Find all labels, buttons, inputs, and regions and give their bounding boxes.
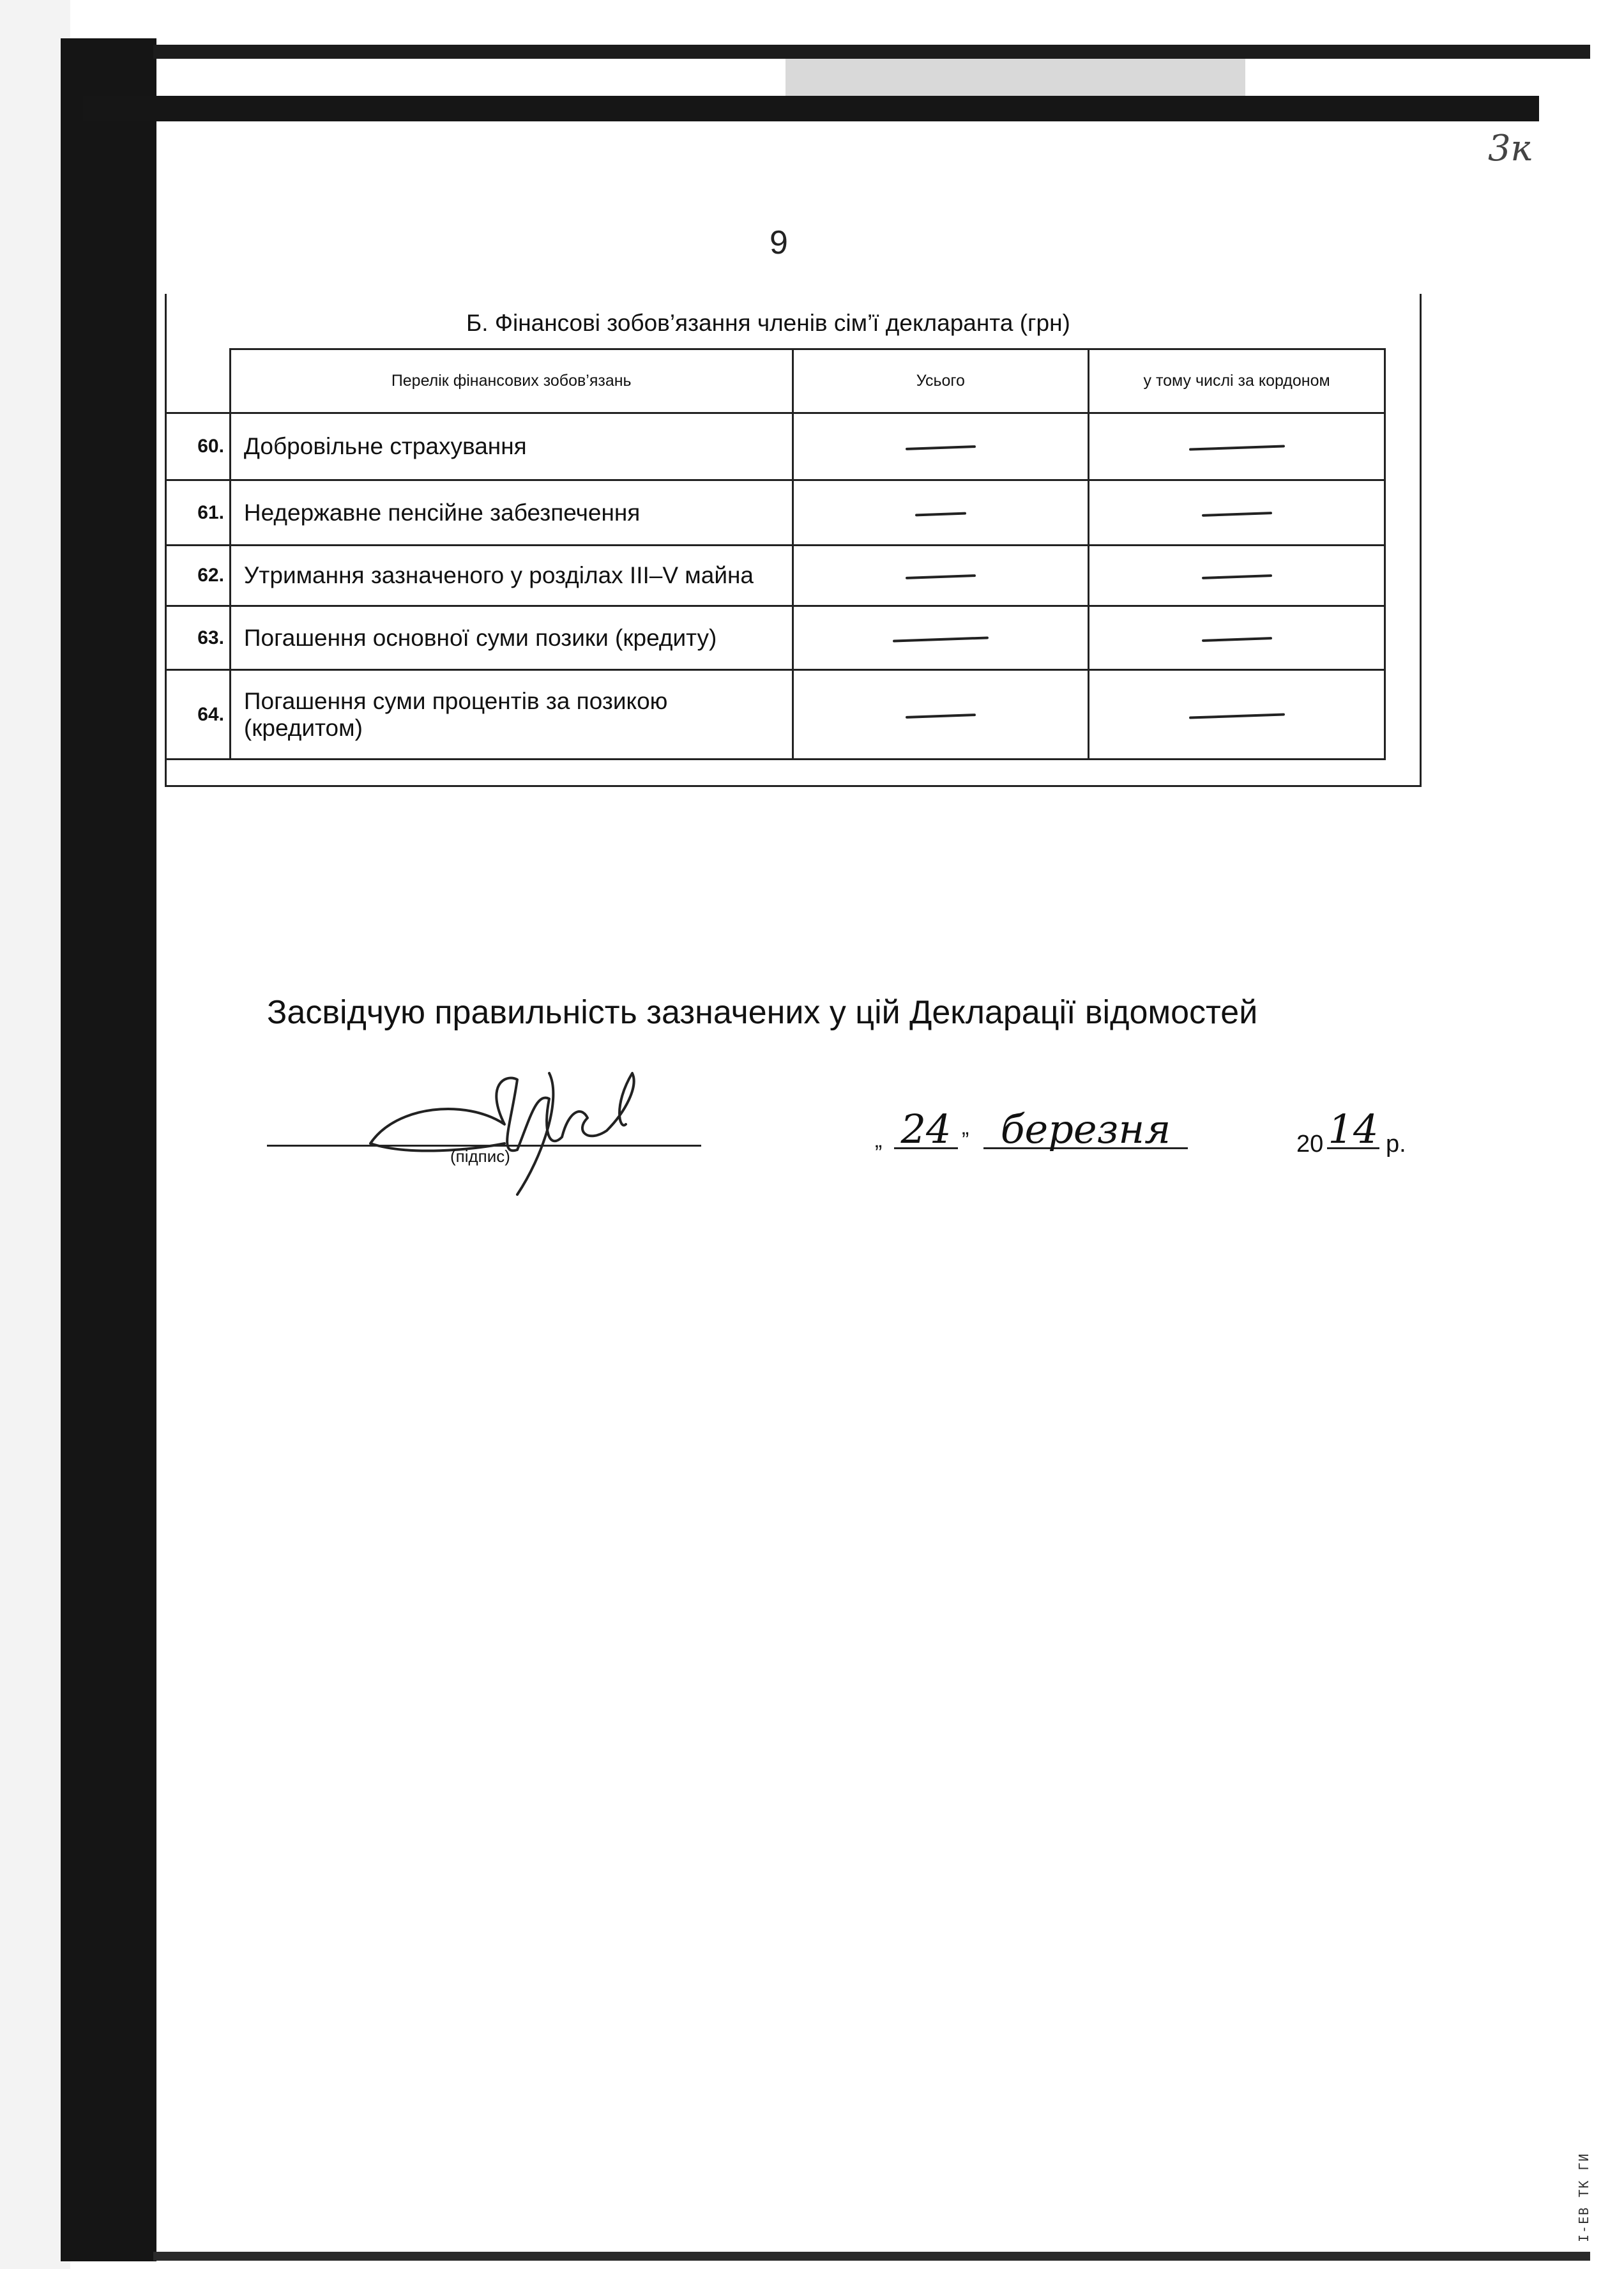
column-header: у тому числі за кордоном xyxy=(1089,349,1385,413)
table-row xyxy=(165,670,1385,760)
row-label: Погашення основної суми позики (кредиту) xyxy=(230,606,793,670)
abroad-value xyxy=(1089,480,1385,546)
total-value xyxy=(793,480,1089,546)
date-day: 24 xyxy=(894,1112,958,1149)
row-label: Недержавне пенсійне забезпечення xyxy=(230,480,793,546)
side-code: I-ЕВ ТК ГИ xyxy=(1576,2152,1591,2242)
date-year-suffix: 14 xyxy=(1328,1106,1379,1152)
scan-shadow-bottom xyxy=(153,2252,1590,2261)
scan-shadow-top-band xyxy=(83,96,1539,121)
scan-shadow-top xyxy=(153,45,1590,59)
table-row xyxy=(165,546,1385,606)
abroad-value xyxy=(1089,606,1385,670)
abroad-value xyxy=(1089,670,1385,760)
header-blank-cell xyxy=(165,349,230,413)
row-label: Погашення суми процентів за позикою (кредитом) xyxy=(230,670,793,760)
handwritten-dash xyxy=(893,636,989,642)
handwritten-dash xyxy=(1202,512,1272,517)
total-value xyxy=(793,606,1089,670)
obligations-table xyxy=(165,348,1386,760)
handwritten-dash xyxy=(1189,445,1285,450)
date-month: березня xyxy=(983,1112,1188,1149)
total-value xyxy=(793,413,1089,480)
table-header-row xyxy=(165,349,1385,413)
scan-shadow-left xyxy=(61,38,156,2261)
table-row xyxy=(165,413,1385,480)
date-year-abbrev: р. xyxy=(1386,1131,1406,1157)
table-row xyxy=(165,480,1385,546)
total-value xyxy=(793,546,1089,606)
row-label: Утримання зазначеного у розділах III–V майна xyxy=(230,546,793,606)
abroad-value xyxy=(1089,413,1385,480)
certification-statement: Засвідчую правильність зазначених у цій Декларації відомостей xyxy=(267,994,1258,1031)
row-number: 63. xyxy=(165,606,230,670)
date-year-prefix: 20 xyxy=(1296,1131,1324,1157)
signature-scribble xyxy=(358,1048,690,1201)
row-number: 61. xyxy=(165,480,230,546)
handwritten-dash xyxy=(906,714,976,719)
row-number: 64. xyxy=(165,670,230,760)
scan-margin xyxy=(0,0,70,2269)
row-label: Добровільне страхування xyxy=(230,413,793,480)
date-open-quote: „ xyxy=(875,1128,883,1152)
handwritten-dash xyxy=(906,445,976,450)
table-row xyxy=(165,606,1385,670)
section-title: Б. Фінансові зобов’язання членів сім’ї декларанта (грн) xyxy=(466,310,1070,336)
handwritten-dash xyxy=(906,574,976,579)
column-header: Перелік фінансових зобов’язань xyxy=(230,349,793,413)
corner-handwritten-note: 3ĸ xyxy=(1488,128,1533,169)
handwritten-dash xyxy=(1202,574,1272,579)
abroad-value xyxy=(1089,546,1385,606)
row-number: 62. xyxy=(165,546,230,606)
column-header: Усього xyxy=(793,349,1089,413)
handwritten-dash xyxy=(1189,713,1285,719)
signature-caption: (підпис) xyxy=(450,1147,510,1166)
total-value xyxy=(793,670,1089,760)
handwritten-dash xyxy=(915,512,966,516)
page-number: 9 xyxy=(770,224,788,261)
row-number: 60. xyxy=(165,413,230,480)
handwritten-dash xyxy=(1202,637,1272,642)
date-close-quote: ” xyxy=(962,1128,969,1152)
